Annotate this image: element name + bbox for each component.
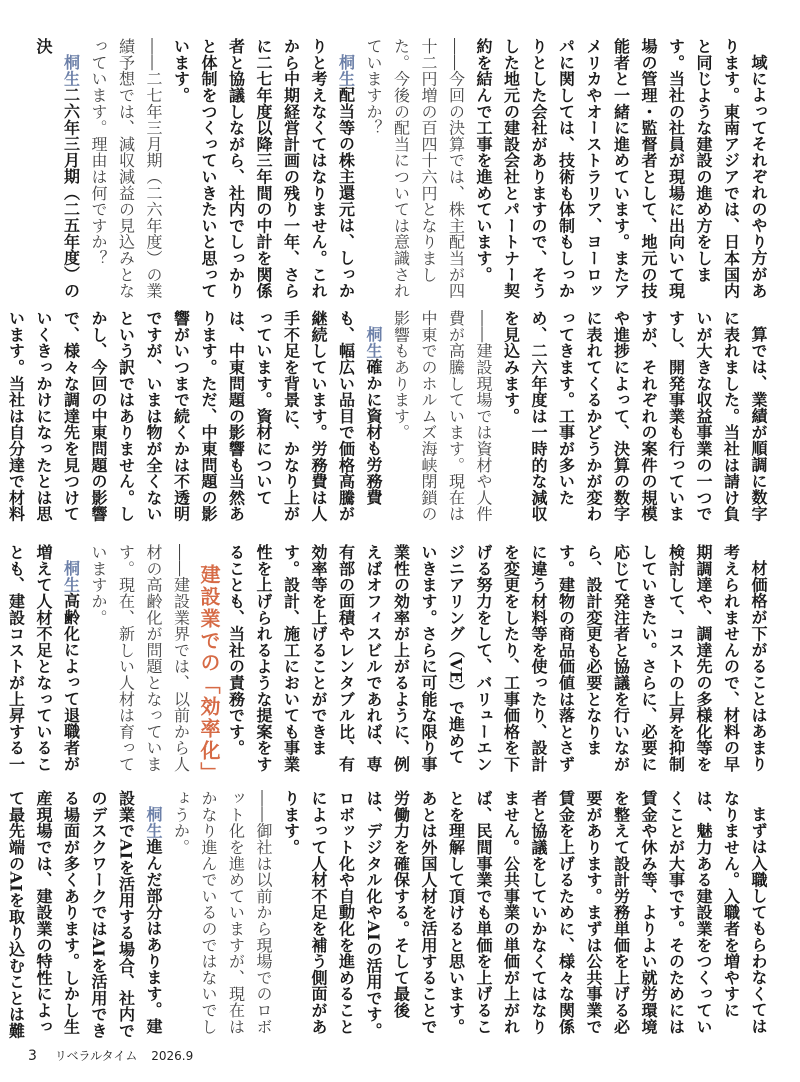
column-tier-1 bbox=[34, 38, 772, 300]
section-heading: 建設業での「効率化」 bbox=[197, 564, 221, 784]
page-number: 3 bbox=[28, 1048, 37, 1064]
interview-question: ――建設現場では資材や人件費が高騰しています。現在は中東でのホルムズ海峡閉鎖の影響もあります。 bbox=[391, 310, 493, 522]
paragraph: 域によってそれぞれのやり方があります。東南アジアでは、日本国内と同じような建設の進め方をします。当社の社員が現場に出向いて現場の管理・監督者として、地元の技能者と一緒に進めています。またアメリカやオーストラリア、ヨーロッパに関しては、技術も体制もしっかりとした会社がありますので、そうした地元の建設会社とパートナー契約を結んで工事を進めています。 bbox=[474, 38, 768, 299]
magazine-name: リベラルタイム bbox=[54, 1049, 138, 1063]
answer-text: 進んだ部分はあります。建設業でAIを活用する場合、社内でのデスクワークではAIを活用できる場面が多くあります。しかし生産現場では、建設業の特性によって最先端のAIを取り込むことは難 bbox=[6, 790, 163, 1039]
speaker-label: 桐生 bbox=[61, 560, 81, 593]
paragraph bbox=[0, 790, 167, 1040]
paragraph: 算では、業績が順調に数字に表れました。当社は請け負いが大きな収益事業の一つですし、開発事業も行っていますが、それぞれの案件の規模や進捗によって、決算の数字に表れてくるかどうかが変わってきます。工事が多いため、二六年度は一時的な減収を見込みます。 bbox=[501, 310, 768, 522]
speaker-label: 桐生 bbox=[364, 326, 383, 359]
interview-question: ――今回の決算では、株主配当が四十二円増の百四十六円となりました。今後の配当については意識されていますか？ bbox=[364, 38, 466, 299]
column-tier-3 bbox=[6, 544, 772, 784]
paragraph: まずは入職してもらわなくてはなりません。入職者を増やすには、魅力ある建設業をつくっていくことが大事です。そのためには賃金や休み等、よりよい就労環境を整えて設計労務単価を上げる必要があります。まずは公共事業で賃金を上げるために、様々な関係者と協議をしていかなくてはなりません。公共事業の単価が上がれば、民間事業でも単価を上げることを理解して頂けると思います。あとは外国人材を活用することで労働力を確保する。そして最後は、デジタル化やAIの活用です。ロボット化や自動化を進めることによって人材不足を補う側面があります。 bbox=[281, 790, 768, 1039]
interview-question: ――御社は以前から現場でのロボット化を進めていますが、現在はかなり進んでいるのではないでしょうか。 bbox=[171, 790, 273, 1035]
paragraph bbox=[30, 38, 85, 300]
speaker-label: 桐生 bbox=[61, 54, 81, 87]
issue-date: 2026.9 bbox=[151, 1049, 194, 1063]
interview-question: ――建設業界では、以前から人材の高齢化が問題となっています。現在、新しい人材は育っていますか。 bbox=[89, 544, 191, 773]
paragraph: 材価格が下がることはあまり考えられませんので、材料の早期調達や、調達先の多様化等を検討して、コストの上昇を抑制していきたい。さらに、必要に応じて発注者と協議を行いながら、設計変更も必要となります。建物の商品価値は落とさずに違う材料等を使ったり、設計を変更をしたり、工事価格を下げる努力をして、バリューエンジニアリング（VE）で進めていきます。さらに可能な限り事業性の効率が上がるように、例えばオフィスビルであれば、専有部の面積やレンタブル比、有効率等を上げることができます。設計、施工においても事業性を上げられるような提案をすることも、当社の責務です。 bbox=[226, 544, 768, 773]
answer-text: 高齢化によって退職者が増えて人材不足となっていることも、建設コストが上昇する一 bbox=[6, 544, 81, 773]
answer-text: 二六年三月期（二五年度）の決 bbox=[34, 38, 81, 299]
speaker-label: 桐生 bbox=[336, 54, 356, 87]
paragraph bbox=[0, 310, 387, 532]
column-tier-4 bbox=[6, 790, 772, 1040]
paragraph bbox=[167, 38, 360, 300]
paragraph bbox=[0, 544, 85, 780]
page-footer bbox=[28, 1047, 193, 1064]
interview-question: ――二七年三月期（二六年度）の業績予想では、減収減益の見込みとなっています。理由は何ですか？ bbox=[89, 38, 163, 299]
speaker-label: 桐生 bbox=[144, 806, 163, 839]
answer-text: 配当等の株主還元は、しっかりと考えなくてはなりません。これから中期経営計画の残り一年、さらに二七年度以降三年間の中計を関係者と協議しながら、社内でしっかりと体制をつくっていきたいと思っています。 bbox=[171, 38, 356, 299]
answer-text: 確かに資材も労務費も、幅広い品目で価格高騰が継続しています。労務費は人手不足を背景に、かなり上がっています。資材については、中東問題の影響も当然あります。ただ、中東問題の影響がいつまで続くかは不透明ですが、いまは物が全くないという訳ではありません。しかし、今回の中東問題の影響で、様々な調達先を見つけていくきっかけになったとは思います。当社は自分達で材料 bbox=[6, 310, 383, 522]
column-tier-2 bbox=[6, 310, 772, 532]
